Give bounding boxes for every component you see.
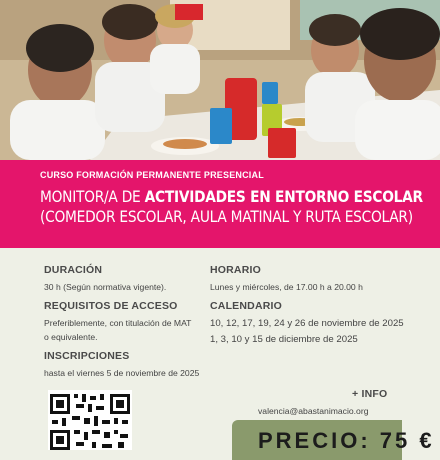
- contact-email-wrap: [258, 404, 368, 418]
- course-kicker: CURSO FORMACIÓN PERMANENTE PRESENCIAL: [40, 170, 264, 180]
- course-info: [0, 248, 440, 453]
- contact-heading: + INFO: [352, 388, 388, 400]
- requisitos-heading: REQUISITOS DE ACCESO: [44, 300, 178, 312]
- price-tag: [232, 420, 435, 460]
- course-title-sub: (COMEDOR ESCOLAR, AULA MATINAL Y RUTA ESCOLAR): [40, 207, 413, 226]
- course-title-main: ACTIVIDADES EN ENTORNO ESCOLAR: [144, 187, 423, 206]
- inscripciones-text: hasta el viernes 5 de noviembre de 2025: [44, 368, 200, 378]
- requisitos-block: [44, 300, 191, 344]
- qr-code[interactable]: [48, 390, 132, 450]
- title-banner: [0, 160, 440, 248]
- inscripciones-block: [44, 350, 199, 380]
- horario-text: Lunes y miércoles, de 17.00 h a 20.00 h: [210, 282, 363, 292]
- horario-heading: HORARIO: [210, 264, 261, 276]
- requisitos-line1: Preferiblemente, con titulación de MAT: [44, 318, 192, 328]
- canteen-photo-illustration: [0, 0, 440, 160]
- duracion-text: 30 h (Según normativa vigente).: [44, 282, 167, 292]
- price-label: PRECIO: 75 €: [258, 428, 435, 453]
- duracion-heading: DURACIÓN: [44, 264, 103, 276]
- calendario-block: [210, 300, 404, 348]
- course-title-prefix: MONITOR/A DE: [40, 187, 141, 206]
- horario-block: [210, 264, 363, 294]
- requisitos-line2: o equivalente.: [44, 332, 98, 342]
- inscripciones-heading: INSCRIPCIONES: [44, 350, 130, 362]
- calendario-line2: 1, 3, 10 y 15 de diciembre de 2025: [210, 334, 358, 345]
- header-photo: [0, 0, 440, 160]
- calendario-heading: CALENDARIO: [210, 300, 282, 312]
- contact-email[interactable]: valencia@abastanimacio.org: [258, 406, 369, 416]
- duracion-block: [44, 264, 166, 294]
- course-title: [40, 187, 423, 227]
- qr-code-icon: [48, 390, 132, 450]
- calendario-line1: 10, 12, 17, 19, 24 y 26 de noviembre de 2025: [210, 318, 404, 329]
